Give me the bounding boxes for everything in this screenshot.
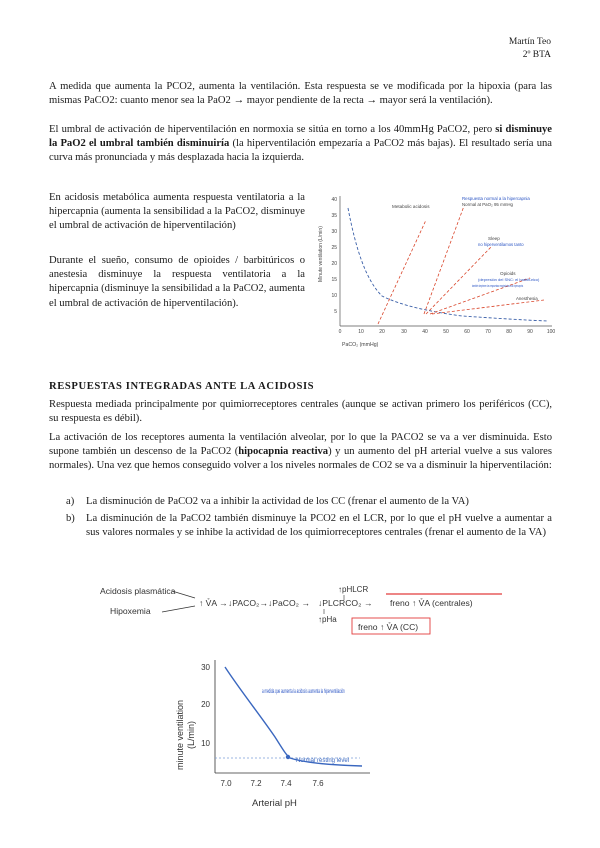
hypercapnia-label: Respuesta normal a la hipercapnia — [462, 196, 530, 201]
opioids-note-2: también deprimen las respuestas respiratorias a la hipercapnia — [472, 283, 524, 289]
normal-level-label: Normal resting level — [296, 758, 350, 764]
section2-p2-text: La activación de los receptores aumenta la ventilación alveolar, por lo que la PACO2 se va a ver disminuida. Esto supone también un descenso de la PaCO2 ( — [49, 432, 552, 458]
section-title: RESPUESTAS INTEGRADAS ANTE LA ACIDOSIS — [49, 381, 315, 392]
ph-annotation: a medida que aumenta la acidosis aumenta la hiperventilación — [262, 689, 345, 696]
x-tick: 100 — [546, 329, 556, 335]
co2-response-chart — [312, 190, 560, 350]
y-tick: 40 — [331, 197, 337, 203]
list-item — [66, 512, 552, 540]
x-axis-label: Arterial pH — [252, 798, 297, 809]
sleep-paragraph: Durante el sueño, consumo de opioides / barbitúricos o anestesia disminuye la respuesta ventilatoria a la hipercapnia (disminuye la sensibilidad a la PaCO2, aumenta el umbral de activación de hiperventilación). — [49, 255, 305, 309]
hipocapnia-term: hipocapnia reactiva — [238, 446, 329, 458]
list-item-text: La disminución de PaCO2 va a inhibir la actividad de los CC (frenar el aumento de la VA) — [86, 496, 469, 507]
acidosis-paragraph: En acidosis metabólica aumenta respuesta ventilatoria a la hipercapnia (aumenta la sensibilidad a la PaCO2, disminuye el umbral de activación de hiperventilación) — [49, 192, 305, 232]
y-tick: 30 — [201, 663, 210, 672]
acidosis-flow-diagram — [100, 582, 510, 638]
x-tick: 7.4 — [280, 779, 292, 788]
list-item-text: La disminución de la PaCO2 también disminuye la PCO2 en el LCR, por lo que el pH vuelve a aumentar a sus valores normales y se inhibe la actividad de los quimiorreceptores centrales (frenar el aumento de la VA) — [86, 513, 552, 539]
freno-cc-text: freno ↑ V̊A (CC) — [358, 622, 419, 632]
hipoxemia-arrow — [162, 606, 195, 612]
lcr-text: ↓PLCRCO₂ → — [318, 598, 373, 608]
sleep-note: no hiperventilamos tanto — [478, 242, 524, 247]
y-tick: 25 — [331, 245, 337, 251]
y-tick: 15 — [331, 277, 337, 283]
x-axis-label: PaCO₂ (mmHg) — [342, 342, 379, 348]
acidosis-line — [378, 220, 426, 324]
y-axis-label: Minute ventilation (L/min) — [318, 226, 324, 282]
va-text: ↑ V̊A → — [199, 598, 228, 608]
x-tick: 7.0 — [220, 779, 232, 788]
x-tick: 80 — [506, 329, 512, 335]
y-tick: 10 — [201, 739, 210, 748]
list-item — [66, 495, 552, 509]
y-tick: 35 — [331, 213, 337, 219]
anesthesia-label: Anesthesia — [516, 296, 538, 301]
x-tick: 7.2 — [250, 779, 262, 788]
intro-paragraph-2 — [49, 123, 552, 166]
opioids-label: Opioids — [500, 271, 516, 276]
paco2-text: ↓PACO₂→↓PaCO₂ → — [228, 598, 310, 608]
x-tick: 7.6 — [312, 779, 324, 788]
intro-p2-text: El umbral de activación de hiperventilación en normoxia se sitúa en torno a los 40mmHg PaCO2, pero — [49, 124, 496, 135]
section2-p2-tail: ) y un aumento del pH arterial vuelve a sus valores normales). Una vez que hemos conseguido volver a los niveles normales de CO2 se va a disminuir la hiperventilación: — [49, 446, 552, 472]
normal-label: Normal at PaO₂ 95 mmHg — [462, 202, 513, 207]
section2-paragraph-1: Respuesta mediada principalmente por quimiorreceptores centrales (aunque se activan primero los periféricos (CC), su respuesta es débil). — [49, 399, 552, 425]
x-tick: 30 — [401, 329, 407, 335]
page-header — [509, 36, 551, 62]
x-tick: 90 — [527, 329, 533, 335]
opioids-note: (depresión del SNC: el barbitúrico) — [478, 277, 540, 282]
pha-text: ↑pHa — [318, 615, 337, 624]
y-axis-unit: (L/min) — [186, 720, 196, 750]
sleep-label: Sleep — [488, 236, 500, 241]
normal-line — [424, 206, 464, 314]
y-axis-label: minute ventilation — [175, 699, 185, 771]
acidosis-text: Acidosis plasmática — [100, 586, 176, 596]
freno-central-text: freno ↑ V̊A (centrales) — [390, 598, 473, 608]
y-tick: 20 — [201, 700, 210, 709]
x-tick: 50 — [443, 329, 449, 335]
x-tick: 70 — [485, 329, 491, 335]
y-tick: 30 — [331, 229, 337, 235]
y-tick: 10 — [331, 293, 337, 299]
author-name: Martín Teo — [508, 37, 551, 47]
hipoxemia-text: Hipoxemia — [110, 606, 151, 616]
x-tick: 40 — [422, 329, 428, 335]
section2-paragraph-2 — [49, 431, 552, 474]
x-tick: 10 — [358, 329, 364, 335]
x-tick: 0 — [338, 329, 342, 335]
hypoxic-curve — [348, 208, 548, 321]
normal-point — [286, 755, 290, 759]
course-label: 2º BTA — [522, 50, 551, 60]
ph-ventilation-chart — [170, 655, 400, 813]
acidosis-label: Metabolic acidosis — [392, 204, 430, 209]
y-tick: 20 — [331, 261, 337, 267]
intro-paragraph-1: A medida que aumenta la PCO2, aumenta la ventilación. Esta respuesta se ve modificada por la hipoxia (para las mismas PaCO2: cuanto menor sea la PaO2 → mayor pendiente de la recta → mayor será la ventilación). — [49, 81, 552, 107]
x-tick: 20 — [379, 329, 385, 335]
y-tick: 5 — [334, 309, 337, 315]
intro-p2-bold: si disminuye la PaO2 el umbral también disminuiría — [49, 124, 552, 150]
list-item-label: a) — [66, 496, 75, 507]
intro-p2-tail: (la hiperventilación empezaría a PaCO2 más bajas). El resultado sería una curva más pronunciada y más desplazada hacia la izquierda. — [49, 138, 552, 164]
x-tick: 60 — [464, 329, 470, 335]
phlcr-text: ↑pHLCR — [338, 585, 369, 594]
ventilation-curve — [225, 667, 362, 766]
list-item-label: b) — [66, 513, 75, 524]
